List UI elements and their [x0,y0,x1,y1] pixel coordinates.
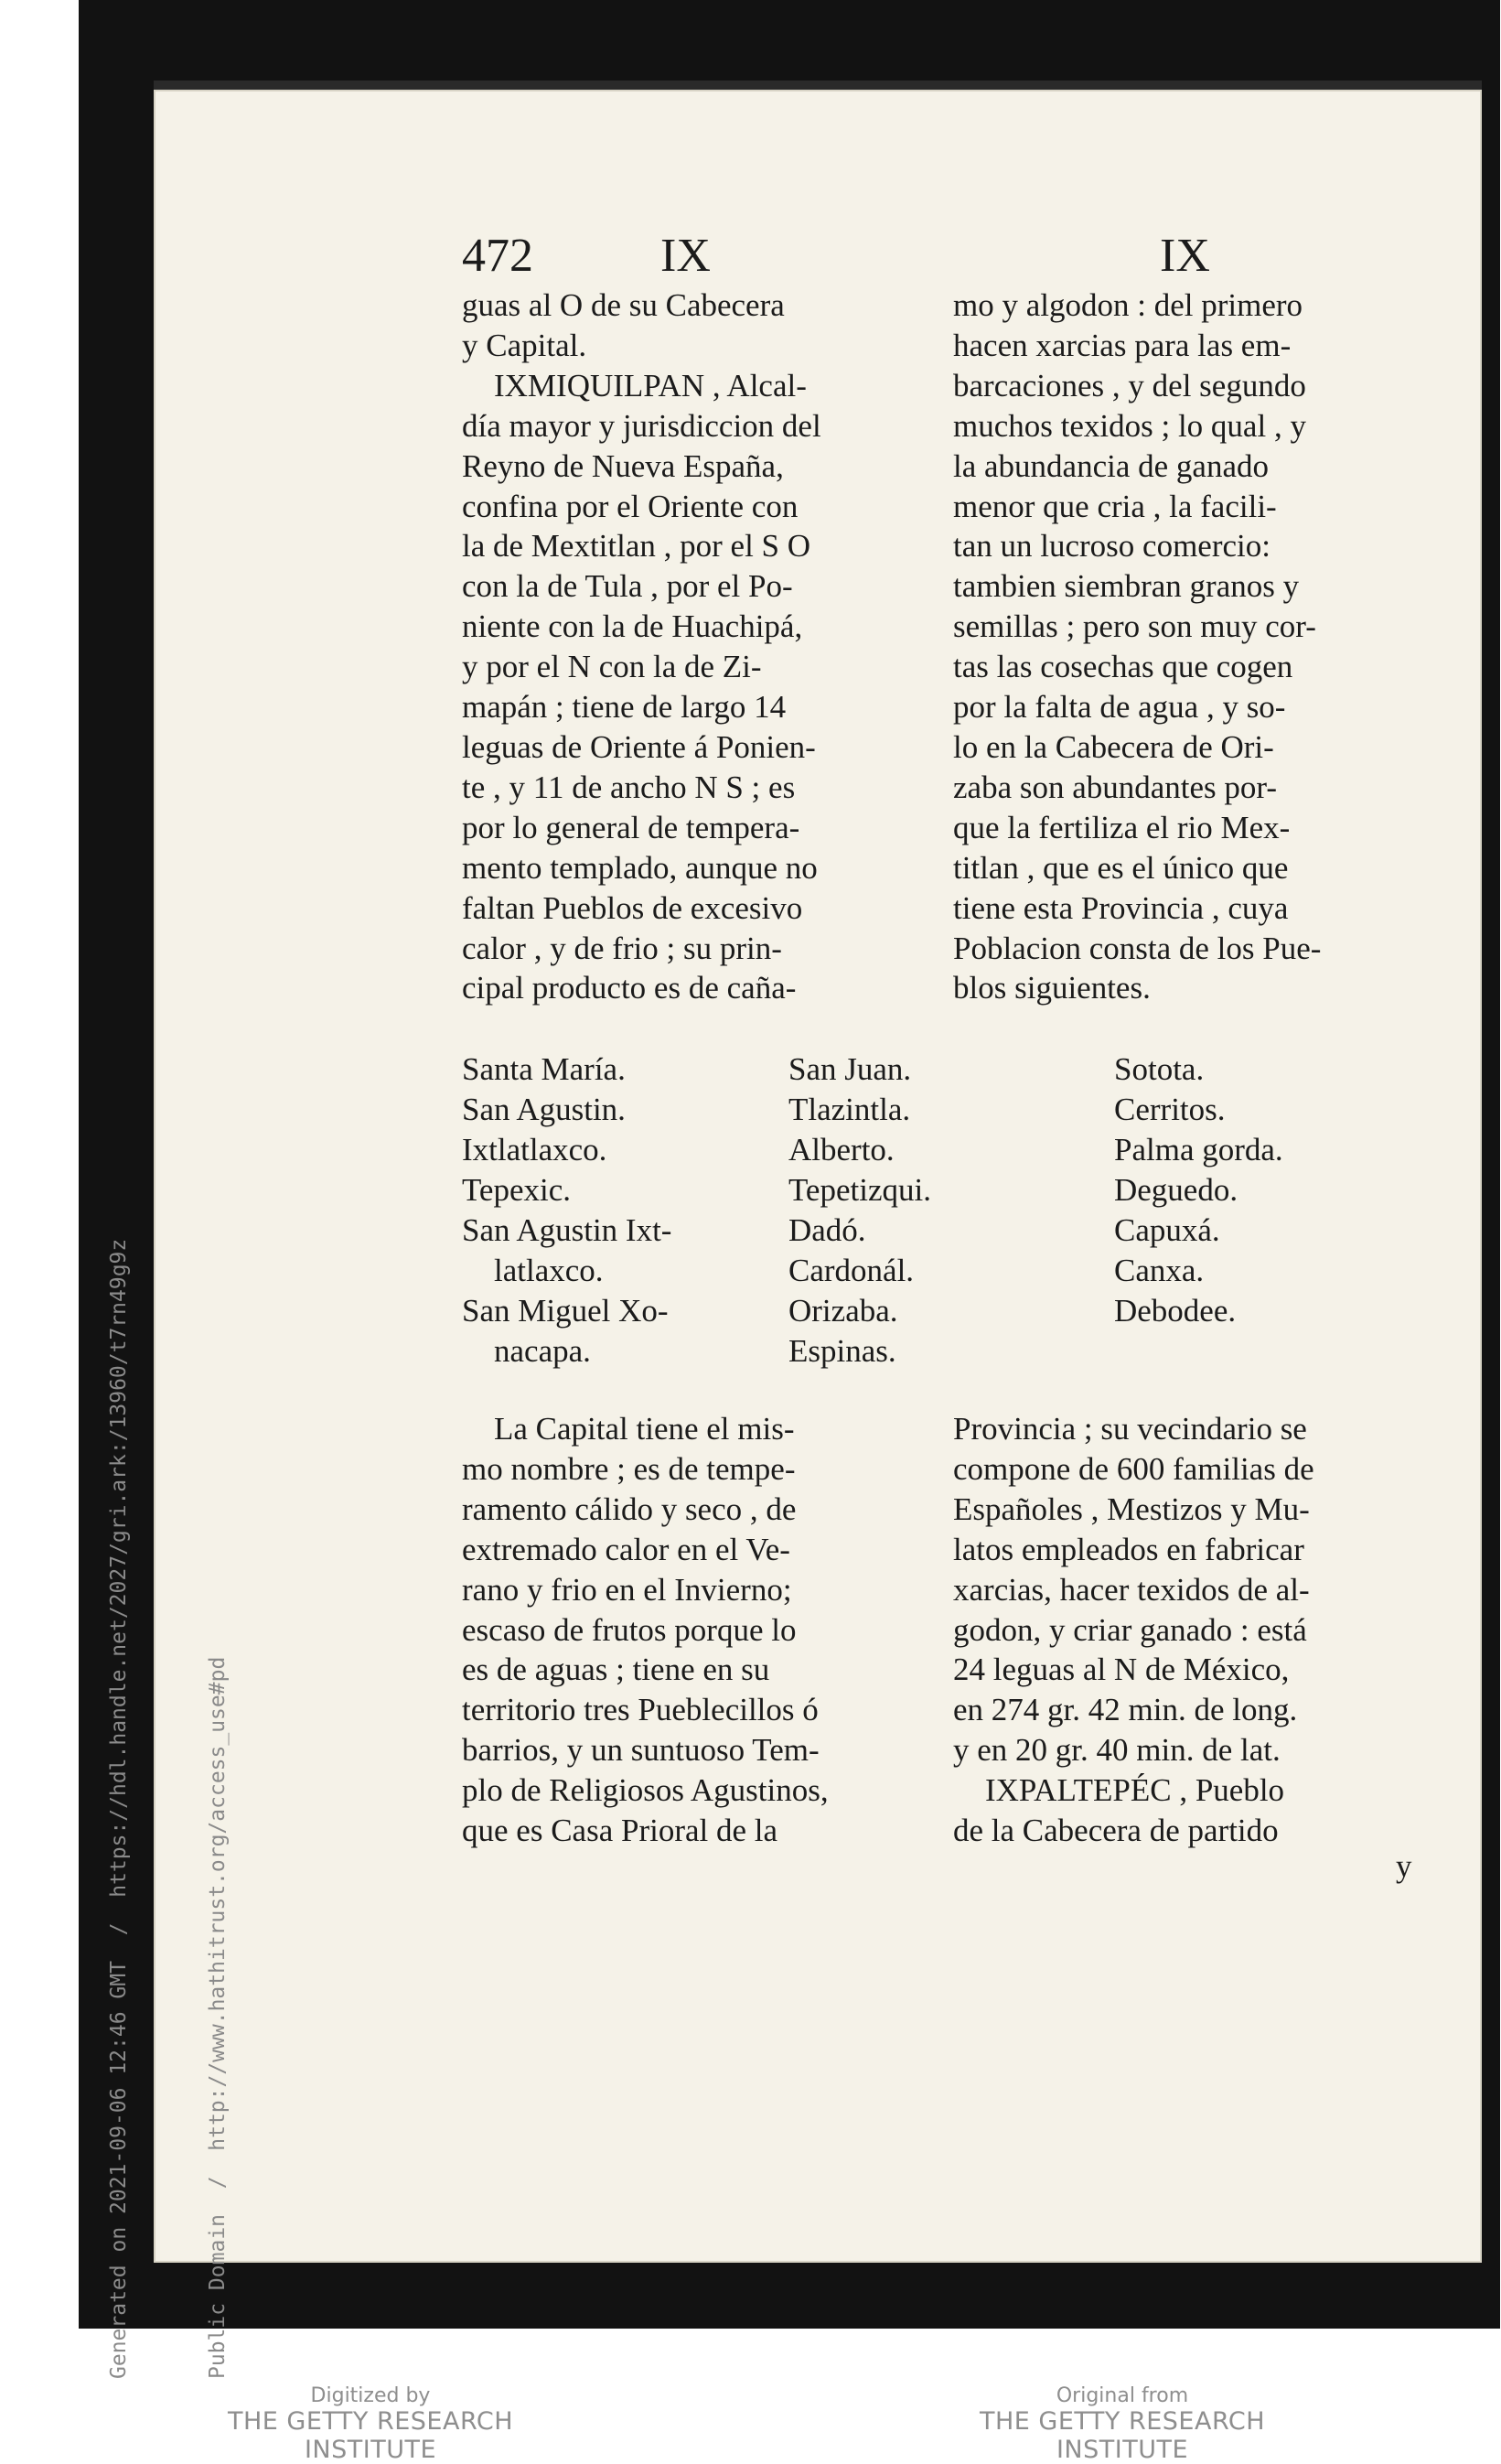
town-entry: Tlazintla. [788,1092,911,1127]
text-line: barcaciones , y del segundo [953,367,1306,403]
text-line: zaba son abundantes por- [953,769,1278,805]
text-line: guas al O de su Cabecera [462,287,785,323]
town-entry: Cardonál. [788,1253,915,1288]
text-line: rano y frio en el Invierno; [462,1571,792,1608]
watermark-line-2: Public Domain / http://www.hathitrust.org/access_use#pd [206,1656,230,2379]
footer-left-small: Digitized by [310,2384,431,2407]
text-line: que es Casa Prioral de la [462,1813,778,1849]
text-line: por la falta de agua , y so- [953,689,1286,726]
town-entry: San Miguel Xo- [462,1293,669,1329]
text-line: Provincia ; su vecindario se [953,1411,1307,1447]
catchword: y [1396,1848,1412,1884]
town-entry: Santa María. [462,1051,626,1087]
town-entry: Canxa. [1114,1253,1205,1288]
text-line: y Capital. [462,327,587,363]
text-line: mapán ; tiene de largo 14 [462,689,787,726]
text-line: titlan , que es el único que [953,849,1289,886]
text-line: Poblacion consta de los Pue- [953,930,1322,966]
text-line: mento templado, aunque no [462,849,818,886]
town-entry: Ixtlatlaxco. [462,1132,607,1167]
footer-right-institution: THE GETTY RESEARCH INSTITUTE [979,2407,1266,2464]
town-entry: Debodee. [1114,1293,1237,1329]
town-entry: Tepetizqui. [788,1172,931,1208]
town-list-column-3 [1114,1049,1283,1331]
watermark-line-1: Generated on 2021-09-06 12:46 GMT / https://hdl.handle.net/2027/gri.ark:/13960/t7rn49g9z [107,1238,131,2379]
footer-left [174,2384,567,2464]
text-line: hacen xarcias para las em- [953,327,1292,363]
text-line: extremado calor en el Ve- [462,1531,790,1567]
town-entry: Alberto. [788,1132,895,1167]
text-line: por lo general de tempera- [462,809,800,845]
text-line: la de Mextitlan , por el S O [462,528,811,565]
town-entry: San Agustin Ixt- [462,1212,672,1248]
text-line: Españoles , Mestizos y Mu- [953,1490,1310,1527]
text-line: tambien siembran granos y [953,568,1300,605]
text-line: de la Cabecera de partido [953,1813,1279,1849]
town-entry: San Juan. [788,1051,912,1087]
footer-left-institution: THE GETTY RESEARCH INSTITUTE [227,2407,514,2464]
lower-left-column-text [462,1409,915,1851]
text-line: niente con la de Huachipá, [462,608,803,645]
text-line: te , y 11 de ancho N S ; es [462,769,796,805]
text-line: Reyno de Nueva España, [462,447,784,484]
text-line: 24 leguas al N de México, [953,1652,1290,1688]
text-line: y por el N con la de Zi- [462,649,762,685]
text-line: menor que cria , la facili- [953,488,1277,524]
town-entry: San Agustin. [462,1092,626,1127]
text-line: y en 20 gr. 40 min. de lat. [953,1732,1281,1769]
text-line: la abundancia de ganado [953,447,1269,484]
text-line: tas las cosechas que cogen [953,649,1293,685]
text-line: latos empleados en fabricar [953,1531,1304,1567]
town-entry: Capuxá. [1114,1212,1220,1248]
town-entry: Espinas. [788,1333,896,1369]
text-line: en 274 gr. 42 min. de long. [953,1692,1298,1728]
text-line: plo de Religiosos Agustinos, [462,1772,829,1809]
text-line: IXPALTEPÉC , Pueblo [953,1772,1285,1809]
town-list-column-1 [462,1049,671,1372]
text-line: faltan Pueblos de excesivo [462,889,803,926]
text-line: cipal producto es de caña- [462,970,797,1006]
running-header-left: IX [660,230,711,282]
town-entry: nacapa. [462,1333,591,1369]
text-line: xarcias, hacer texidos de al- [953,1571,1310,1608]
text-line: mo nombre ; es de tempe- [462,1450,796,1487]
text-line: calor , y de frio ; su prin- [462,930,782,966]
text-line: escaso de frutos porque lo [462,1611,797,1648]
text-line: confina por el Oriente con [462,488,799,524]
text-line: lo en la Cabecera de Ori- [953,728,1274,765]
town-entry: Palma gorda. [1114,1132,1283,1167]
lower-right-column-text [953,1409,1415,1851]
text-line: día mayor y jurisdiccion del [462,407,821,444]
town-entry: Orizaba. [788,1293,898,1329]
text-line: blos siguientes. [953,970,1151,1006]
town-entry: Sotota. [1114,1051,1205,1087]
text-line: compone de 600 familias de [953,1450,1314,1487]
running-header-right: IX [1160,230,1210,282]
text-line: barrios, y un suntuoso Tem- [462,1732,820,1769]
footer-right-small: Original from [1056,2384,1189,2407]
text-line: mo y algodon : del primero [953,287,1303,323]
town-list-column-2 [788,1049,931,1372]
left-column-text [462,285,915,1008]
text-line: territorio tres Pueblecillos ó [462,1692,819,1728]
town-entry: Tepexic. [462,1172,572,1208]
town-entry: Cerritos. [1114,1092,1226,1127]
text-line: tan un lucroso comercio: [953,528,1270,565]
text-line: ramento cálido y seco , de [462,1490,797,1527]
text-line: semillas ; pero son muy cor- [953,608,1316,645]
text-line: con la de Tula , por el Po- [462,568,793,605]
text-line: La Capital tiene el mis- [462,1411,795,1447]
text-line: godon, y criar ganado : está [953,1611,1307,1648]
text-line: que la fertiliza el rio Mex- [953,809,1291,845]
text-line: muchos texidos ; lo qual , y [953,407,1306,444]
text-line: leguas de Oriente á Ponien- [462,728,816,765]
footer-right [926,2384,1319,2464]
town-entry: Deguedo. [1114,1172,1238,1208]
town-entry: latlaxco. [462,1253,604,1288]
text-line: tiene esta Provincia , cuya [953,889,1289,926]
right-column-text [953,285,1415,1008]
town-entry: Dadó. [788,1212,866,1248]
page-number: 472 [462,230,533,282]
text-line: IXMIQUILPAN , Alcal- [462,367,807,403]
hathitrust-watermark [37,1239,267,2379]
text-line: es de aguas ; tiene en su [462,1652,770,1688]
